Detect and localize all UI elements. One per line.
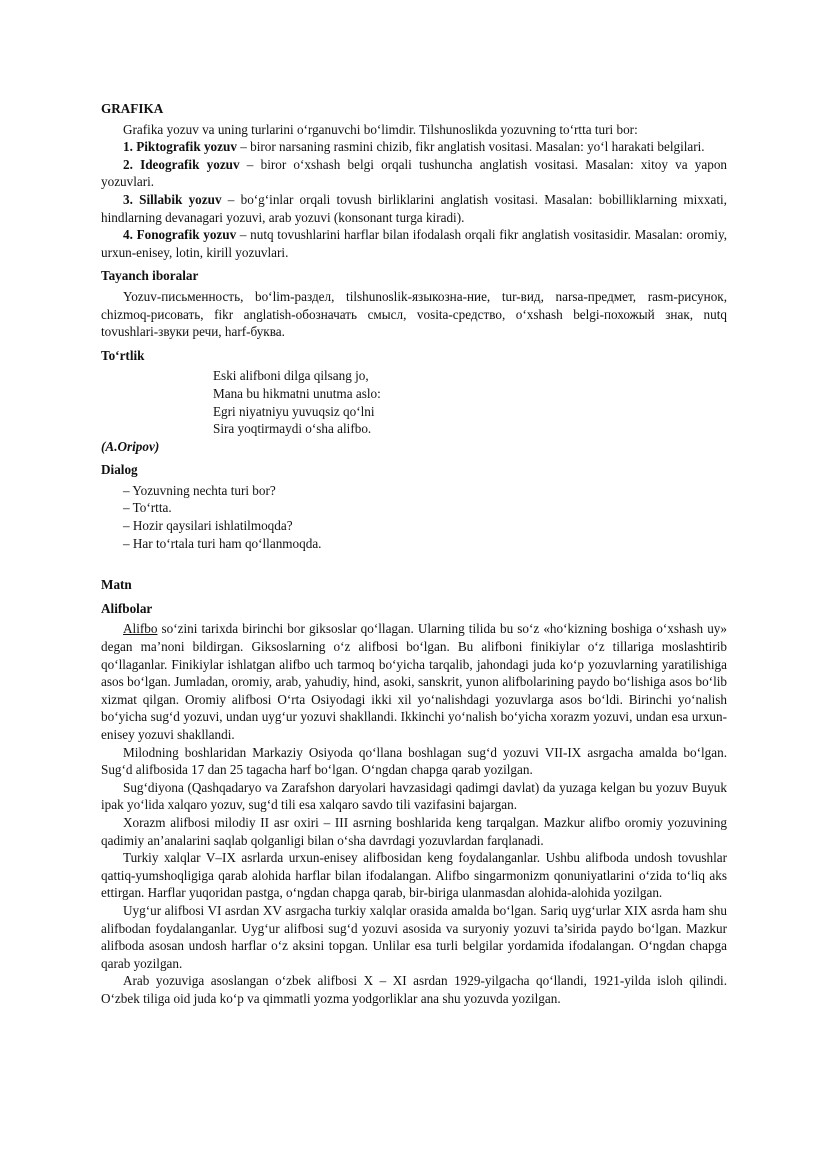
type-term: 4. Fonografik yozuv — [123, 227, 237, 243]
dialog-line: – Yozuvning nechta turi bor? — [123, 482, 276, 498]
text-paragraph: Uyg‘ur alifbosi VI asrdan XV asrgacha turkiy xalqlar orasida amalda bo‘lgan. Sariq uyg‘urlar XIX asrda ham shu alifbodan foydalanganlar. Uyg‘ur alifbosi sug‘d yozuvi asosida va suryoniy yozuvi ta’sirida paydo bo‘lgan. Mazkur alifboda asosan undosh harflar o‘z aksini topgan. Unlilar esa turli belgilar yordamida ifodalangan. O‘ngdan chapga qarab yozilgan. — [101, 902, 727, 971]
type-desc: – nutq tovushlarini harflar bilan ifodalash orqali fikr anglatish vositasidir. Masalan: oromiy, urxun-enisey, lotin, kirill yozuvlari. — [101, 227, 727, 260]
text-paragraph: Milodning boshlaridan Markaziy Osiyoda qo‘llana boshlagan sug‘d yozuvi VII-IX asrgacha amalda bo‘lgan. Sug‘d alifbosida 17 dan 25 tagacha harf bo‘lgan. O‘ngdan chapga qarab yozilgan. — [101, 744, 727, 778]
type-desc: – bo‘g‘inlar orqali tovush birliklarini anglatish vositasi. Masalan: bobilliklarning mixxati, hindlarning devanagari yozuvi, arab yozuvi (konsonant turga kiradi). — [101, 191, 727, 225]
poem-line: Eski alifboni dilga qilsang jo, — [213, 368, 369, 384]
text-paragraph: Sug‘diyona (Qashqadaryo va Zarafshon daryolari havzasidagi qadimgi davlat) da yuzaga kelgan bu yozuv Buyuk ipak yo‘lida xalqaro yozuv, sug‘d tili esa xalqaro savdo tili vazifasini bajargan. — [101, 779, 727, 813]
type-item-2 — [101, 156, 727, 191]
type-item-4 — [101, 226, 727, 261]
type-term: 2. Ideografik yozuv — [123, 156, 240, 172]
poem-author: (A.Oripov) — [101, 438, 160, 454]
dialog-block — [101, 482, 727, 552]
type-item-1 — [101, 138, 727, 156]
document-page — [101, 100, 727, 1008]
text-paragraph: Xorazm alifbosi milodiy II asr oxiri – III asrning boshlarida keng tarqalgan. Mazkur alifbo oromiy yozuvining qadimiy an’analarini saqlab qolganligi bilan o‘sha davrdagi yozuvlardan farqlanadi. — [101, 814, 727, 848]
key-terms-heading: Tayanch iboralar — [101, 268, 199, 284]
poem-line: Egri niyatniyu yuvuqsiz qo‘lni — [213, 403, 375, 419]
page-title: GRAFIKA — [101, 101, 164, 116]
type-item-3 — [101, 191, 727, 226]
type-desc: – biror o‘xshash belgi orqali tushuncha anglatish vositasi. Masalan: xitoy va yapon yozuvlari. — [101, 156, 728, 190]
text-heading: Matn — [101, 577, 132, 593]
spacer — [101, 552, 727, 570]
type-desc: – biror narsaning rasmini chizib, fikr anglatish vositasi. Masalan: yo‘l harakati belgilari. — [236, 139, 705, 155]
type-term: 1. Piktografik yozuv — [123, 139, 237, 155]
dialog-line: – To‘rtta. — [123, 500, 172, 516]
type-term: 3. Sillabik yozuv — [123, 191, 222, 207]
dialog-heading: Dialog — [101, 462, 138, 478]
underlined-term: Alifbo — [123, 621, 158, 637]
quatrain-heading: To‘rtlik — [101, 347, 145, 363]
dialog-line: – Hozir qaysilari ishlatilmoqda? — [123, 518, 293, 534]
dialog-line: – Har to‘rtala turi ham qo‘llanmoqda. — [123, 535, 322, 551]
text-paragraph: Turkiy xalqlar V–IX asrlarda urxun-enisey alifbosidan keng foydalanganlar. Ushbu alifboda undosh tovushlar qattiq-yumshoqligiga qarab alohida harflar bilan ifodalangan. Alifbo singarmonizm qonuniyatlarini o‘zida to‘liq aks ettirgan. Harflar yuqoridan pastga, o‘ngdan chapga qarab, bir-biriga ulanmasdan alohida-alohida yozilgan. — [101, 850, 727, 901]
poem-line: Sira yoqtirmaydi o‘sha alifbo. — [213, 421, 372, 437]
key-terms-paragraph: Yozuv-письменность, bo‘lim-раздел, tilshunoslik-языкозна-ние, tur-вид, narsa-предмет, rasm-рисунок, chizmoq-рисовать, fikr anglatish-обозначать смысл, vosita-средство, o‘xshash belgi-похожый знак, nutq tovushlari-звуки речи, harf-буква. — [101, 288, 727, 340]
paragraph-rest: so‘zini tarixda birinchi bor giksoslar qo‘llagan. Ularning tilida bu so‘z «ho‘kizning boshiga o‘xshash uy» degan ma’noni bildirgan. Giksoslarning o‘z alifbosi bo‘lgan. Bu alifboni finikiylar o‘z tillariga moslashtirib qo‘llaganlar. Finikiylar ishlatgan alifbo uch tarmoq bo‘yicha tarqalib, jahondagi juda ko‘p yozuvlarning yaratilishiga asos bo‘lgan. Jumladan, oromiy, arab, yahudiy, hind, asoki, sanskrit, yunon alifbolarining paydo bo‘lishiga asos bo‘lib xizmat qilgan. Oromiy alifbosi O‘rta Osiyodagi ikki xil yo‘nalishdagi yozuvlarga asos bo‘ldi. Birinchi yo‘nalish bo‘yicha sug‘d yozuvi, undan uyg‘ur yozuvi shakllandi. Ikkinchi yo‘nalish bo‘yicha xorazm yozuvi, undan esa urxun-enisey yozuvi shakllandi. — [101, 621, 727, 742]
poem-line: Mana bu hikmatni unutma aslo: — [213, 385, 381, 401]
text-paragraph-1 — [101, 620, 727, 743]
intro-paragraph: Grafika yozuv va uning turlarini o‘rganuvchi bo‘limdir. Tilshunoslikda yozuvning to‘rtta turi bor: — [123, 121, 638, 137]
text-paragraph: Arab yozuviga asoslangan o‘zbek alifbosi X – XI asrdan 1929-yilgacha qo‘llandi, 1921-yilda isloh qilindi. O‘zbek tiliga oid juda ko‘p va qimmatli yozma yodgorliklar ana shu yozuvda yozilgan. — [101, 973, 727, 1006]
quatrain-poem — [213, 367, 727, 437]
text-subheading: Alifbolar — [101, 600, 153, 616]
